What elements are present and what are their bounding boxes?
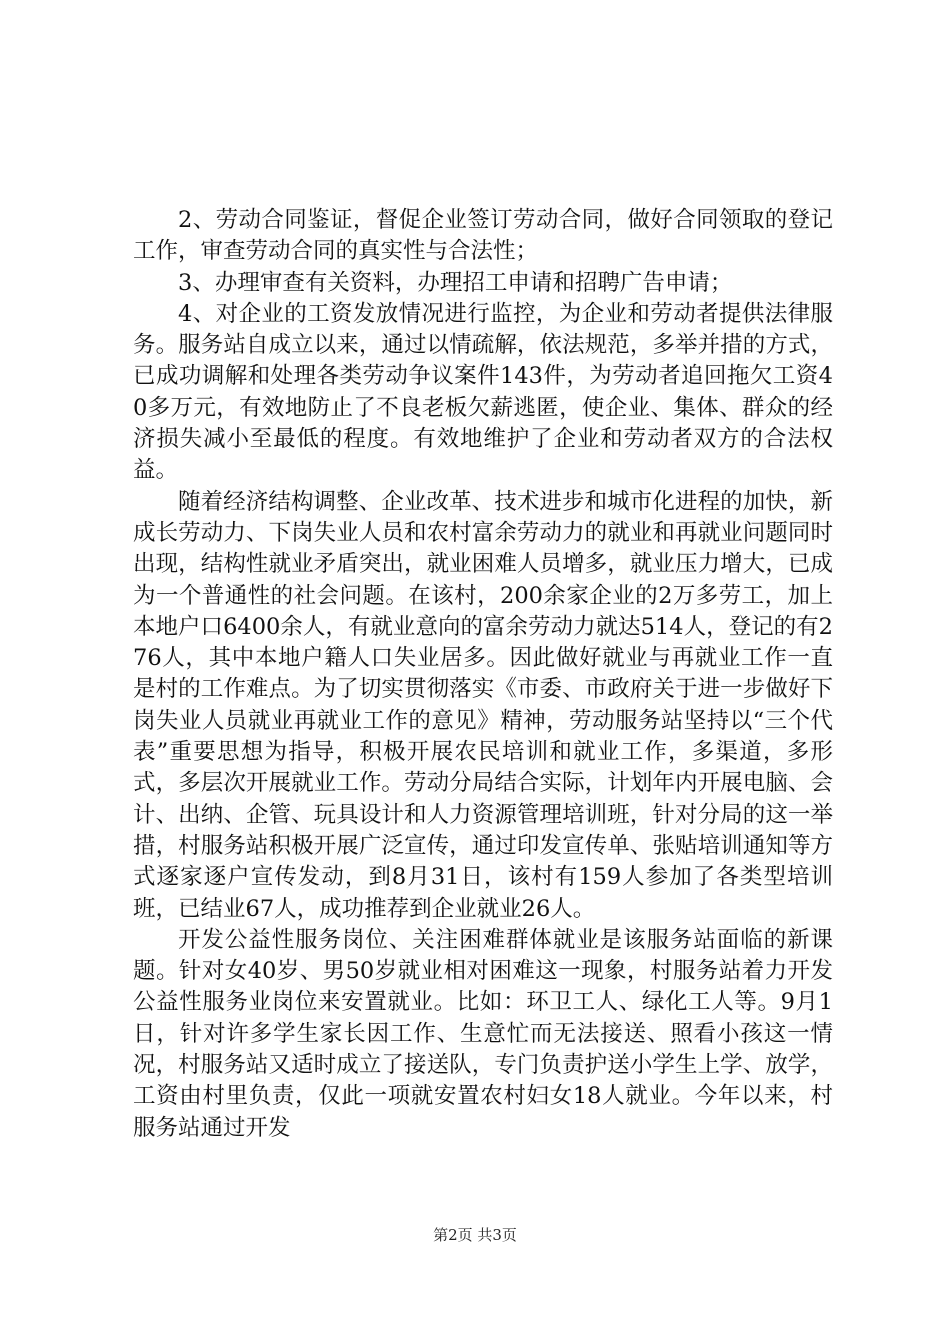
paragraph: 开发公益性服务岗位、关注困难群体就业是该服务站面临的新课题。针对女40岁、男50岁就业相对困难这一现象，村服务站着力开发公益性服务业岗位来安置就业。比如：环卫工人、绿化工人等。9月1日，针对许多学生家长因工作、生意忙而无法接送、照看小孩这一情况，村服务站又适时成立了接送队，专门负责护送小学生上学、放学，工资由村里负责，仅此一项就安置农村妇女18人就业。今年以来，村服务站通过开发 (133, 926, 833, 1141)
paragraph: 随着经济结构调整、企业改革、技术进步和城市化进程的加快，新成长劳动力、下岗失业人员和农村富余劳动力的就业和再就业问题同时出现，结构性就业矛盾突出，就业困难人员增多，就业压力增大，已成为一个普通性的社会问题。在该村，200余家企业的2万多劳工，加上本地户口6400余人，有就业意向的富余劳动力就达514人，登记的有276人，其中本地户籍人口失业居多。因此做好就业与再就业工作一直是村的工作难点。为了切实贯彻落实《市委、市政府关于进一步做好下岗失业人员就业再就业工作的意见》精神，劳动服务站坚持以“三个代表”重要思想为指导，积极开展农民培训和就业工作，多渠道，多形式，多层次开展就业工作。劳动分局结合实际，计划年内开展电脑、会计、出纳、企管、玩具设计和人力资源管理培训班，针对分局的这一举措，村服务站积极开展广泛宣传，通过印发宣传单、张贴培训通知等方式逐家逐户宣传发动，到8月31日，该村有159人参加了各类型培训班，已结业67人，成功推荐到企业就业26人。 (133, 488, 833, 922)
paragraph: 3、办理审查有关资料，办理招工申请和招聘广告申请； (178, 269, 733, 296)
document-body (133, 205, 833, 1144)
paragraph: 2、劳动合同鉴证，督促企业签订劳动合同，做好合同领取的登记工作，审查劳动合同的真实性与合法性； (133, 207, 833, 265)
page-number-footer: 第2页 共3页 (433, 1226, 517, 1244)
paragraph: 4、对企业的工资发放情况进行监控，为企业和劳动者提供法律服务。服务站自成立以来，通过以情疏解，依法规范，多举并措的方式，已成功调解和处理各类劳动争议案件143件，为劳动者追回拖欠工资40多万元，有效地防止了不良老板欠薪逃匿，使企业、集体、群众的经济损失减小至最低的程度。有效地维护了企业和劳动者双方的合法权益。 (133, 300, 833, 484)
